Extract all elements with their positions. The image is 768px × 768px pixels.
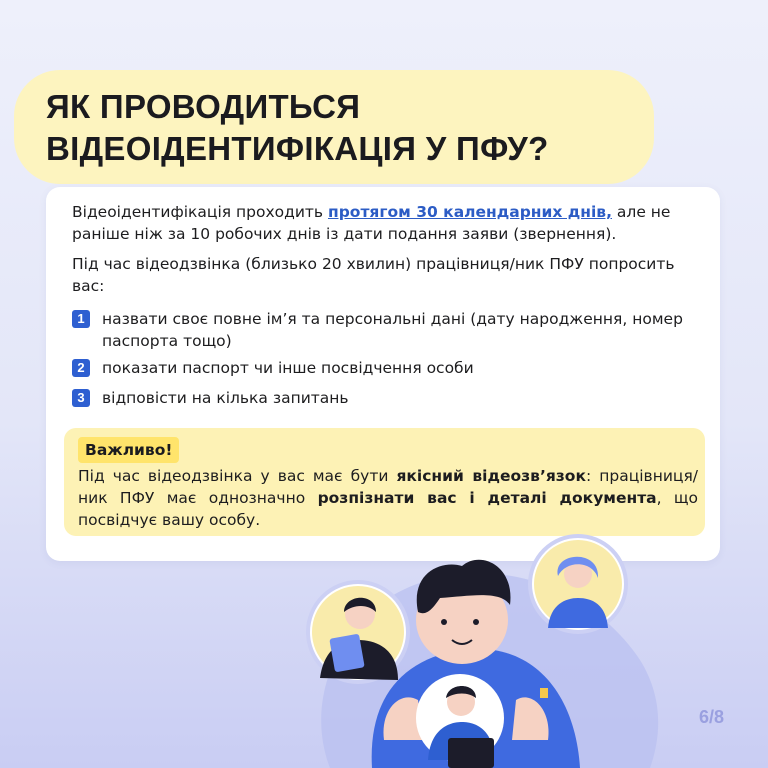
intro-text-after: але не раніше ніж за 10 робочих днів із дати подання заяви (звернення). xyxy=(72,203,671,243)
woman-avatar-icon xyxy=(530,536,626,632)
deadline-link[interactable]: протягом 30 календарних днів, xyxy=(328,203,612,221)
step-number-badge: 1 xyxy=(72,310,90,328)
man-with-laptop-avatar-icon xyxy=(416,674,504,768)
important-bold-recognize: розпізнати вас і деталі документа xyxy=(317,489,657,507)
step-number-badge: 3 xyxy=(72,389,90,407)
important-bold-quality: якісний відеозв’язок xyxy=(396,467,586,485)
important-label: Важливо! xyxy=(78,437,179,463)
step-text: відповісти на кілька запитань xyxy=(102,389,349,407)
page-indicator: 6/8 xyxy=(698,707,724,727)
important-text-part: : працівниця/ник ПФУ має однозначно xyxy=(78,467,698,507)
man-with-tablet-avatar-icon xyxy=(308,582,408,682)
important-text-part: Під час відеодзвінка у вас має бути xyxy=(78,467,397,485)
step-text: показати паспорт чи інше посвідчення особи xyxy=(102,359,474,377)
title-line-1: ЯК ПРОВОДИТЬСЯ xyxy=(46,88,361,125)
call-paragraph: Під час відеодзвінка (близько 20 хвилин) працівниця/ник ПФУ попросить вас: xyxy=(72,255,675,295)
title-line-2: ВІДЕОІДЕНТИФІКАЦІЯ У ПФУ? xyxy=(46,130,549,167)
intro-text-before: Відеоідентифікація проходить xyxy=(72,203,328,221)
step-number-badge: 2 xyxy=(72,359,90,377)
step-text: назвати своє повне ім’я та персональні дані (дату народження, номер паспорта тощо) xyxy=(102,310,683,350)
important-text-part: , що посвідчує вашу особу. xyxy=(78,489,698,529)
